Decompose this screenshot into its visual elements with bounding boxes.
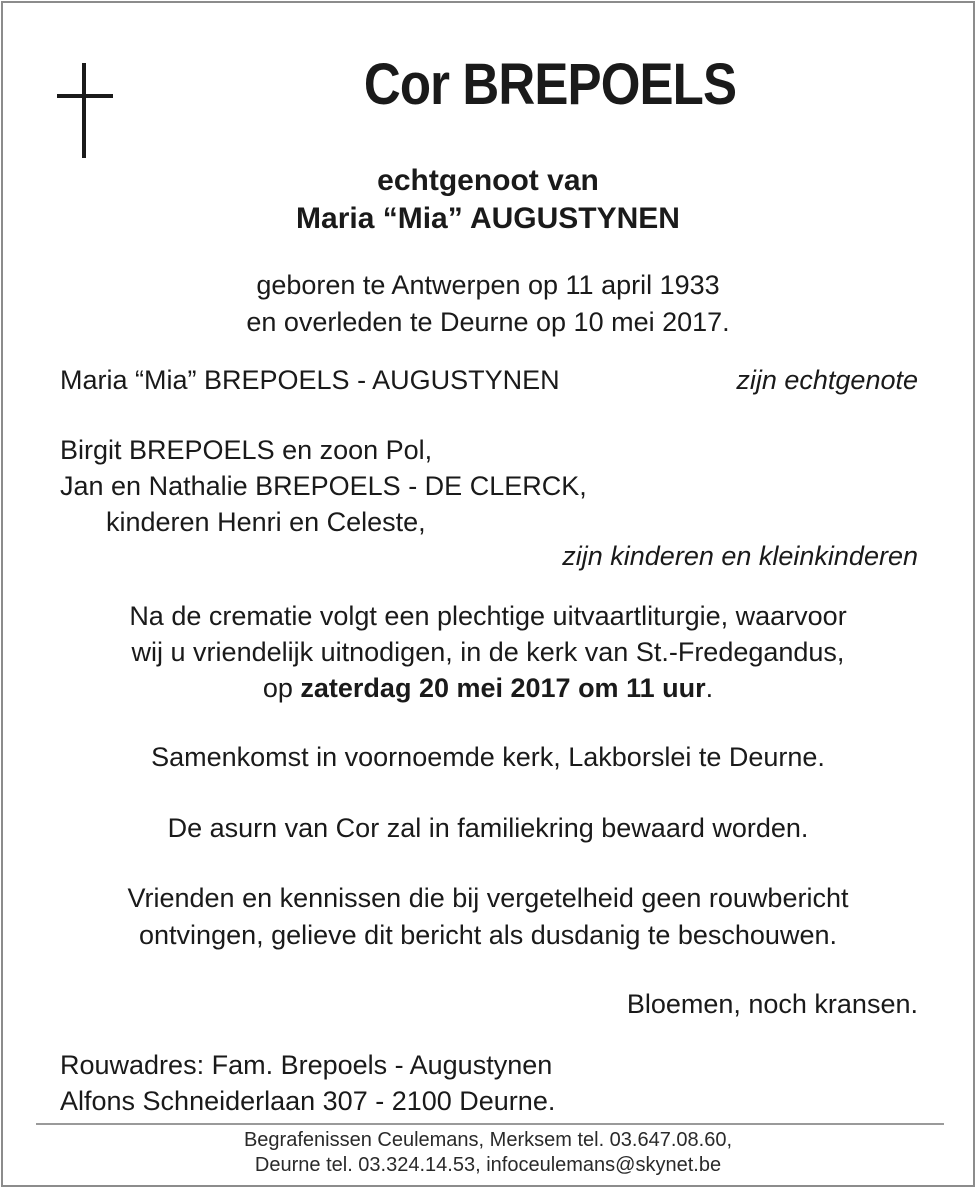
ceremony-date: zaterdag 20 mei 2017 om 11 uur xyxy=(300,673,706,703)
address-line-2: Alfons Schneiderlaan 307 - 2100 Deurne. xyxy=(60,1086,556,1116)
cross-vertical-bar xyxy=(82,63,86,158)
death-line: en overleden te Deurne op 10 mei 2017. xyxy=(246,307,730,337)
child-line-1: Birgit BREPOELS en zoon Pol, xyxy=(60,435,433,465)
flowers-line: Bloemen, noch kransen. xyxy=(626,989,918,1019)
notice-line-2: ontvingen, gelieve dit bericht als dusdanig te beschouwen. xyxy=(139,920,837,950)
family-spouse-role: zijn echtgenote xyxy=(736,365,918,395)
ceremony-suffix: . xyxy=(705,673,714,703)
gathering-line: Samenkomst in voornoemde kerk, Lakborslei te Deurne. xyxy=(151,742,825,772)
address-line-1: Rouwadres: Fam. Brepoels - Augustynen xyxy=(60,1050,553,1080)
footer-divider xyxy=(36,1123,944,1125)
ceremony-line-2: wij u vriendelijk uitnodigen, in de kerk van St.-Fredegandus, xyxy=(131,637,845,667)
child-line-2: Jan en Nathalie BREPOELS - DE CLERCK, xyxy=(60,471,587,501)
family-spouse-line: Maria “Mia” BREPOELS - AUGUSTYNEN xyxy=(60,365,560,395)
urn-line: De asurn van Cor zal in familiekring bewaard worden. xyxy=(167,813,809,843)
spouse-name: Maria “Mia” AUGUSTYNEN xyxy=(296,202,680,235)
ceremony-line-1: Na de crematie volgt een plechtige uitvaartliturgie, waarvoor xyxy=(129,601,847,631)
ceremony-prefix: op xyxy=(262,673,301,703)
notice-line-1: Vrienden en kennissen die bij vergetelheid geen rouwbericht xyxy=(127,883,849,913)
footer-line-2: Deurne tel. 03.324.14.53, infoceulemans@skynet.be xyxy=(254,1154,722,1176)
spouse-intro: echtgenoot van xyxy=(377,164,599,197)
footer-line-1: Begrafenissen Ceulemans, Merksem tel. 03.647.08.60, xyxy=(243,1129,733,1151)
cross-horizontal-bar xyxy=(57,94,113,98)
child-line-3: kinderen Henri en Celeste, xyxy=(106,507,426,537)
children-role: zijn kinderen en kleinkinderen xyxy=(562,541,918,571)
deceased-name: Cor BREPOELS xyxy=(363,52,737,117)
birth-line: geboren te Antwerpen op 11 april 1933 xyxy=(256,270,720,300)
ceremony-line-3 xyxy=(0,670,976,706)
